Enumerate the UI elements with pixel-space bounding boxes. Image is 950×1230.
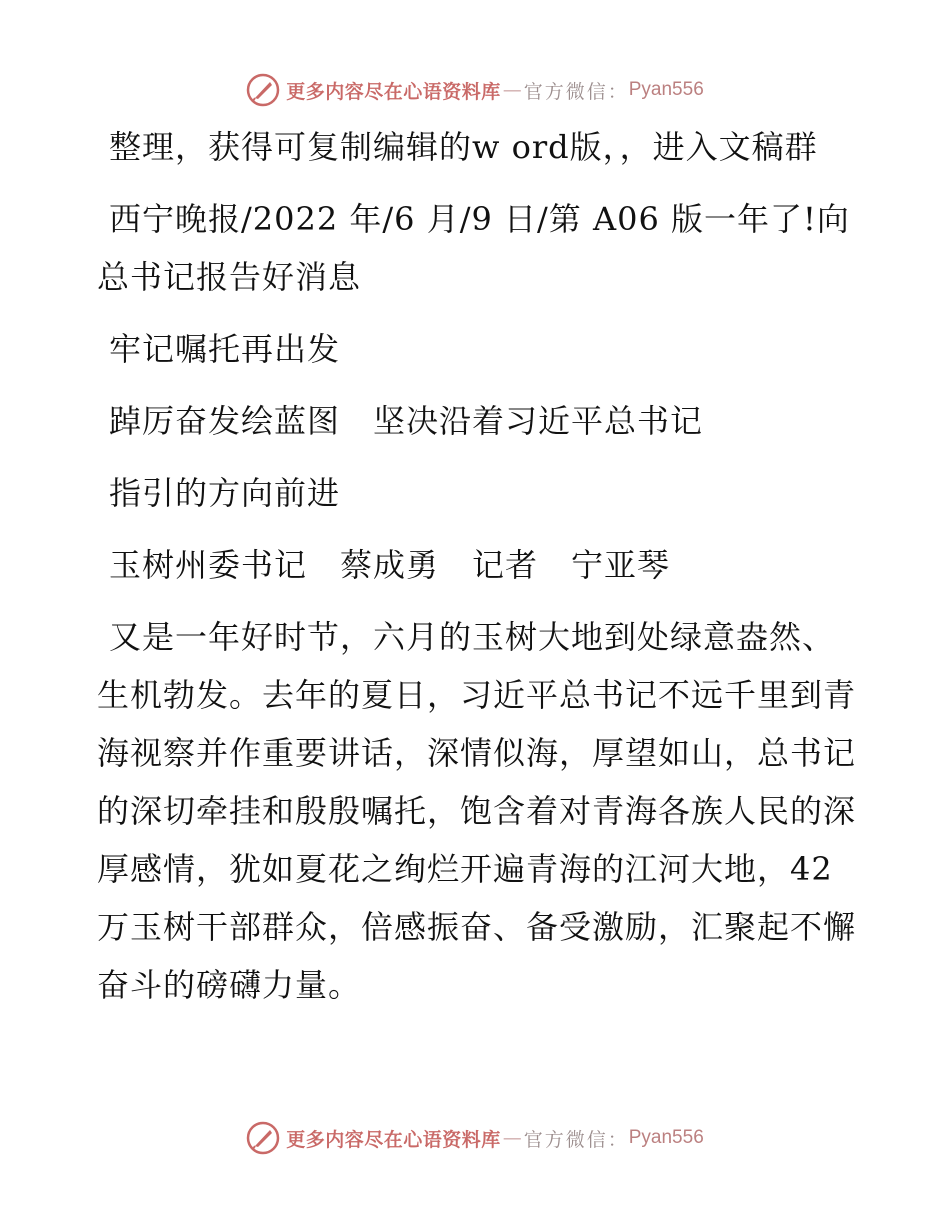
source-line: 西宁晚报/2022 年/6 月/9 日/第 A06 版一年了!向总书记报告好消息: [97, 200, 850, 296]
intro-note: 整理，获得可复制编辑的w ord版，，进入文稿群: [109, 128, 818, 166]
footer-watermark: [0, 1118, 950, 1158]
watermark-wechat-id: Pyan556: [628, 79, 704, 100]
feather-pen-logo-icon: [246, 1121, 280, 1155]
watermark-sub-text: 官方微信：: [523, 80, 629, 103]
watermark-sub-text: 官方微信：: [523, 1128, 629, 1151]
watermark-main-text: 更多内容尽在心语资料库: [286, 80, 501, 103]
headline-line-1: 牢记嘱托再出发: [109, 330, 341, 368]
header-watermark: [0, 70, 950, 110]
headline-line-2: 踔厉奋发绘蓝图 坚决沿着习近平总书记: [109, 402, 704, 440]
document-body: [97, 118, 857, 1014]
feather-pen-logo-icon: [246, 73, 280, 107]
byline: 玉树州委书记 蔡成勇 记者 宁亚琴: [109, 546, 671, 584]
watermark-dash: —: [502, 1127, 522, 1149]
body-paragraph: 又是一年好时节，六月的玉树大地到处绿意盎然、生机勃发。去年的夏日，习近平总书记不远千里到青海视察并作重要讲话，深情似海，厚望如山，总书记的深切牵挂和殷殷嘱托，饱含着对青海各族人民的深厚感情，犹如夏花之绚烂开遍青海的江河大地，42 万玉树干部群众，倍感振奋、备受激励，汇聚起不懈奋斗的磅礴力量。: [97, 618, 857, 1004]
watermark-wechat-id: Pyan556: [628, 1127, 704, 1148]
headline-line-3: 指引的方向前进: [109, 474, 341, 512]
watermark-main-text: 更多内容尽在心语资料库: [286, 1128, 501, 1151]
watermark-dash: —: [502, 79, 522, 101]
